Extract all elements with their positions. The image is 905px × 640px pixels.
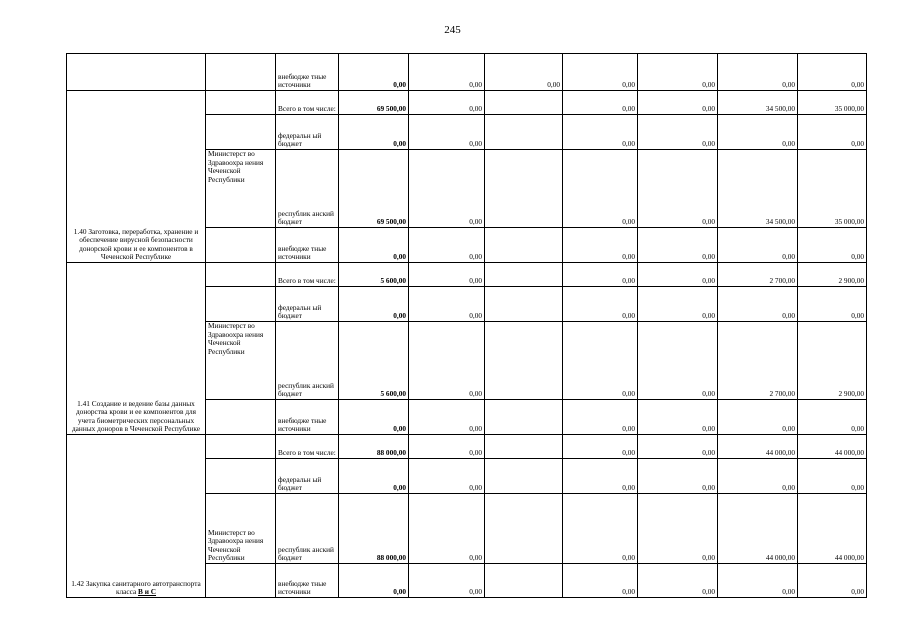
executor-cell (206, 287, 276, 322)
value-cell: 0,00 (718, 564, 798, 598)
value-cell (485, 564, 563, 598)
value-cell: 0,00 (718, 400, 798, 435)
value-cell: 0,00 (339, 459, 409, 494)
value-cell: 0,00 (798, 400, 867, 435)
source-cell: Всего в том числе: (276, 91, 339, 115)
value-cell: 0,00 (339, 400, 409, 435)
value-cell: 44 000,00 (718, 494, 798, 564)
source-cell: республик анский бюджет (276, 494, 339, 564)
executor-cell (206, 263, 276, 287)
page-number: 245 (444, 24, 461, 36)
value-cell: 0,00 (409, 54, 485, 91)
value-cell: 0,00 (563, 115, 638, 150)
value-cell: 0,00 (563, 263, 638, 287)
value-cell: 0,00 (409, 564, 485, 598)
value-cell: 0,00 (638, 263, 718, 287)
table-row (67, 91, 867, 115)
value-cell (485, 400, 563, 435)
source-cell: внебюдже тные источники (276, 564, 339, 598)
value-cell: 0,00 (718, 228, 798, 263)
source-cell: республик анский бюджет (276, 322, 339, 400)
value-cell: 0,00 (638, 459, 718, 494)
value-cell: 0,00 (409, 228, 485, 263)
value-cell: 0,00 (563, 322, 638, 400)
source-cell: внебюдже тные источники (276, 228, 339, 263)
source-cell: внебюдже тные источники (276, 400, 339, 435)
value-cell: 88 000,00 (339, 494, 409, 564)
value-cell: 0,00 (798, 228, 867, 263)
value-cell: 0,00 (798, 287, 867, 322)
value-cell: 88 000,00 (339, 435, 409, 459)
value-cell: 0,00 (638, 435, 718, 459)
value-cell: 0,00 (563, 435, 638, 459)
value-cell: 5 600,00 (339, 322, 409, 400)
value-cell (485, 91, 563, 115)
source-cell: федеральн ый бюджет (276, 287, 339, 322)
item-name (67, 435, 206, 598)
value-cell: 2 900,00 (798, 263, 867, 287)
value-cell: 5 600,00 (339, 263, 409, 287)
value-cell: 0,00 (339, 228, 409, 263)
value-cell: 0,00 (563, 564, 638, 598)
value-cell: 69 500,00 (339, 91, 409, 115)
executor-cell (206, 115, 276, 150)
value-cell: 0,00 (409, 435, 485, 459)
value-cell: 2 900,00 (798, 322, 867, 400)
value-cell (485, 435, 563, 459)
value-cell: 0,00 (563, 287, 638, 322)
executor-cell: Министерст во Здравоохра нения Чеченской Республики (206, 150, 276, 228)
value-cell (485, 494, 563, 564)
value-cell (485, 150, 563, 228)
table-row (67, 263, 867, 287)
item-name: 1.41 Создание и ведение базы данных донорства крови и ее компонентов для учета биометрических персональных данных доноров в Чеченской Республике (67, 263, 206, 435)
table-row (67, 54, 867, 91)
value-cell: 0,00 (638, 494, 718, 564)
value-cell (485, 263, 563, 287)
executor-cell (206, 91, 276, 115)
value-cell: 0,00 (563, 91, 638, 115)
value-cell: 0,00 (409, 287, 485, 322)
value-cell: 0,00 (485, 54, 563, 91)
value-cell: 0,00 (409, 322, 485, 400)
value-cell (485, 459, 563, 494)
value-cell: 34 500,00 (718, 91, 798, 115)
executor-cell (206, 54, 276, 91)
value-cell: 0,00 (409, 91, 485, 115)
value-cell (485, 322, 563, 400)
value-cell: 0,00 (798, 54, 867, 91)
source-cell: республик анский бюджет (276, 150, 339, 228)
executor-cell (206, 228, 276, 263)
value-cell: 0,00 (563, 459, 638, 494)
budget-table (66, 53, 867, 598)
value-cell: 69 500,00 (339, 150, 409, 228)
value-cell: 35 000,00 (798, 150, 867, 228)
value-cell: 34 500,00 (718, 150, 798, 228)
value-cell: 0,00 (563, 494, 638, 564)
value-cell: 0,00 (718, 54, 798, 91)
source-cell: внебюдже тные источники (276, 54, 339, 91)
value-cell: 0,00 (638, 91, 718, 115)
item-name: 1.40 Заготовка, переработка, хранение и обеспечение вирусной безопасности донорской крови и ее компонентов в Чеченской Республике (67, 91, 206, 263)
value-cell: 44 000,00 (798, 435, 867, 459)
value-cell: 0,00 (638, 150, 718, 228)
executor-cell (206, 435, 276, 459)
value-cell: 0,00 (409, 494, 485, 564)
value-cell (485, 228, 563, 263)
value-cell: 0,00 (563, 228, 638, 263)
value-cell: 0,00 (409, 459, 485, 494)
value-cell: 0,00 (718, 459, 798, 494)
executor-cell: Министерст во Здравоохра нения Чеченской Республики (206, 494, 276, 564)
value-cell: 0,00 (798, 564, 867, 598)
item-name-tail: В и С (138, 587, 157, 597)
value-cell (485, 287, 563, 322)
value-cell: 0,00 (563, 150, 638, 228)
item-name-text: 1.42 Закупка санитарного автотранспорта класса (71, 578, 201, 597)
value-cell: 0,00 (638, 228, 718, 263)
value-cell: 0,00 (638, 322, 718, 400)
executor-cell (206, 564, 276, 598)
value-cell: 0,00 (339, 54, 409, 91)
value-cell: 0,00 (638, 287, 718, 322)
value-cell: 44 000,00 (718, 435, 798, 459)
source-cell: федеральн ый бюджет (276, 115, 339, 150)
value-cell: 0,00 (638, 564, 718, 598)
executor-cell (206, 400, 276, 435)
value-cell: 0,00 (409, 115, 485, 150)
value-cell: 2 700,00 (718, 263, 798, 287)
value-cell: 0,00 (718, 115, 798, 150)
value-cell: 0,00 (638, 400, 718, 435)
value-cell: 0,00 (638, 54, 718, 91)
value-cell: 0,00 (798, 115, 867, 150)
value-cell: 0,00 (339, 115, 409, 150)
value-cell: 35 000,00 (798, 91, 867, 115)
value-cell: 0,00 (409, 400, 485, 435)
value-cell: 0,00 (718, 287, 798, 322)
value-cell: 0,00 (339, 287, 409, 322)
value-cell: 0,00 (563, 400, 638, 435)
source-cell: федеральн ый бюджет (276, 459, 339, 494)
name-cell (67, 54, 206, 91)
executor-cell: Министерст во Здравоохра нения Чеченской Республики (206, 322, 276, 400)
value-cell (485, 115, 563, 150)
value-cell: 0,00 (409, 150, 485, 228)
value-cell: 44 000,00 (798, 494, 867, 564)
executor-cell (206, 459, 276, 494)
value-cell: 0,00 (409, 263, 485, 287)
table-row (67, 435, 867, 459)
value-cell: 2 700,00 (718, 322, 798, 400)
value-cell: 0,00 (563, 54, 638, 91)
source-cell: Всего в том числе: (276, 435, 339, 459)
value-cell: 0,00 (339, 564, 409, 598)
value-cell: 0,00 (798, 459, 867, 494)
source-cell: Всего в том числе: (276, 263, 339, 287)
value-cell: 0,00 (638, 115, 718, 150)
